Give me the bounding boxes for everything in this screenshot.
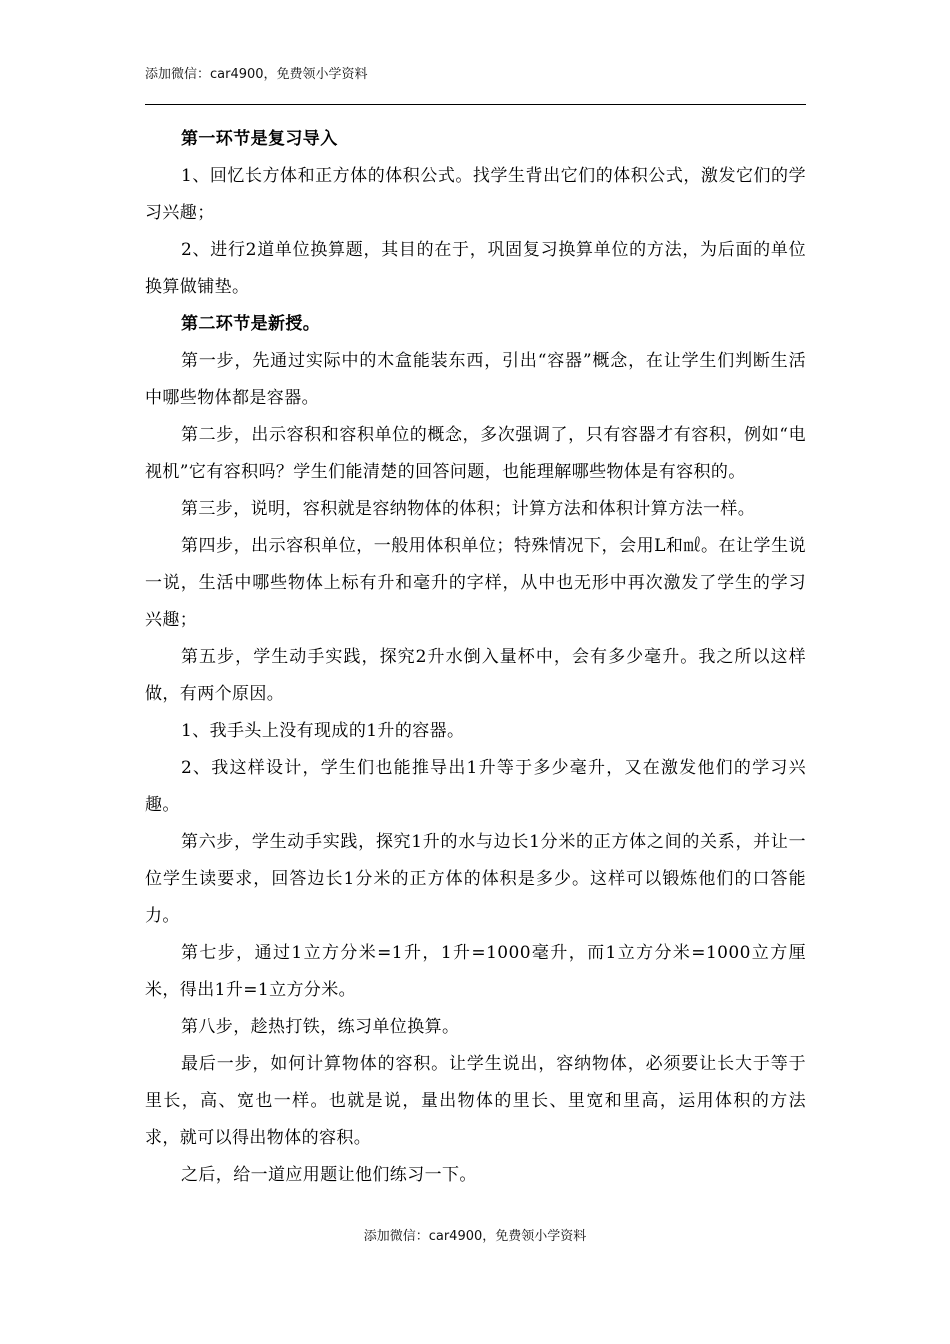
paragraph: 最后一步，如何计算物体的容积。让学生说出，容纳物体，必须要让长大于等于里长，高、宽也一样。也就是说，量出物体的里长、里宽和里高，运用体积的方法求，就可以得出物体的容积。 [145, 1054, 806, 1148]
page-header: 添加微信：car4900，免费领小学资料 [145, 67, 368, 82]
paragraph: 之后，给一道应用题让他们练习一下。 [181, 1165, 477, 1185]
paragraph: 第五步，学生动手实践，探究2升水倒入量杯中，会有多少毫升。我之所以这样做，有两个原因。 [145, 647, 806, 704]
page-footer: 添加微信：car4900，免费领小学资料 [363, 1229, 587, 1244]
paragraph: 1、回忆长方体和正方体的体积公式。找学生背出它们的体积公式，激发它们的学习兴趣； [145, 166, 806, 223]
paragraph: 第三步，说明，容积就是容纳物体的体积；计算方法和体积计算方法一样。 [181, 499, 756, 519]
paragraph: 2、进行2道单位换算题，其目的在于，巩固复习换算单位的方法，为后面的单位换算做铺垫。 [145, 240, 806, 297]
paragraph: 1、我手头上没有现成的1升的容器。 [181, 721, 465, 741]
paragraph: 第六步，学生动手实践，探究1升的水与边长1分米的正方体之间的关系，并让一位学生读要求，回答边长1分米的正方体的体积是多少。这样可以锻炼他们的口答能力。 [145, 832, 806, 926]
section-heading-review: 第一环节是复习导入 [181, 129, 338, 149]
paragraph: 第七步，通过1立方分米=1升，1升=1000毫升，而1立方分米=1000立方厘米，得出1升=1立方分米。 [145, 943, 806, 1000]
document-body [145, 121, 806, 1194]
paragraph: 2、我这样设计，学生们也能推导出1升等于多少毫升，又在激发他们的学习兴趣。 [145, 758, 806, 815]
paragraph: 第一步，先通过实际中的木盒能装东西，引出“容器”概念，在让学生们判断生活中哪些物体都是容器。 [145, 351, 806, 408]
paragraph: 第四步，出示容积单位，一般用体积单位；特殊情况下，会用L和㎖。在让学生说一说，生活中哪些物体上标有升和毫升的字样，从中也无形中再次激发了学生的学习兴趣； [145, 536, 806, 630]
paragraph: 第八步，趁热打铁，练习单位换算。 [181, 1017, 460, 1037]
header-divider [145, 104, 806, 105]
section-heading-new-lesson: 第二环节是新授。 [181, 314, 321, 334]
paragraph: 第二步，出示容积和容积单位的概念，多次强调了，只有容器才有容积，例如“电视机”它有容积吗？学生们能清楚的回答问题，也能理解哪些物体是有容积的。 [145, 425, 806, 482]
